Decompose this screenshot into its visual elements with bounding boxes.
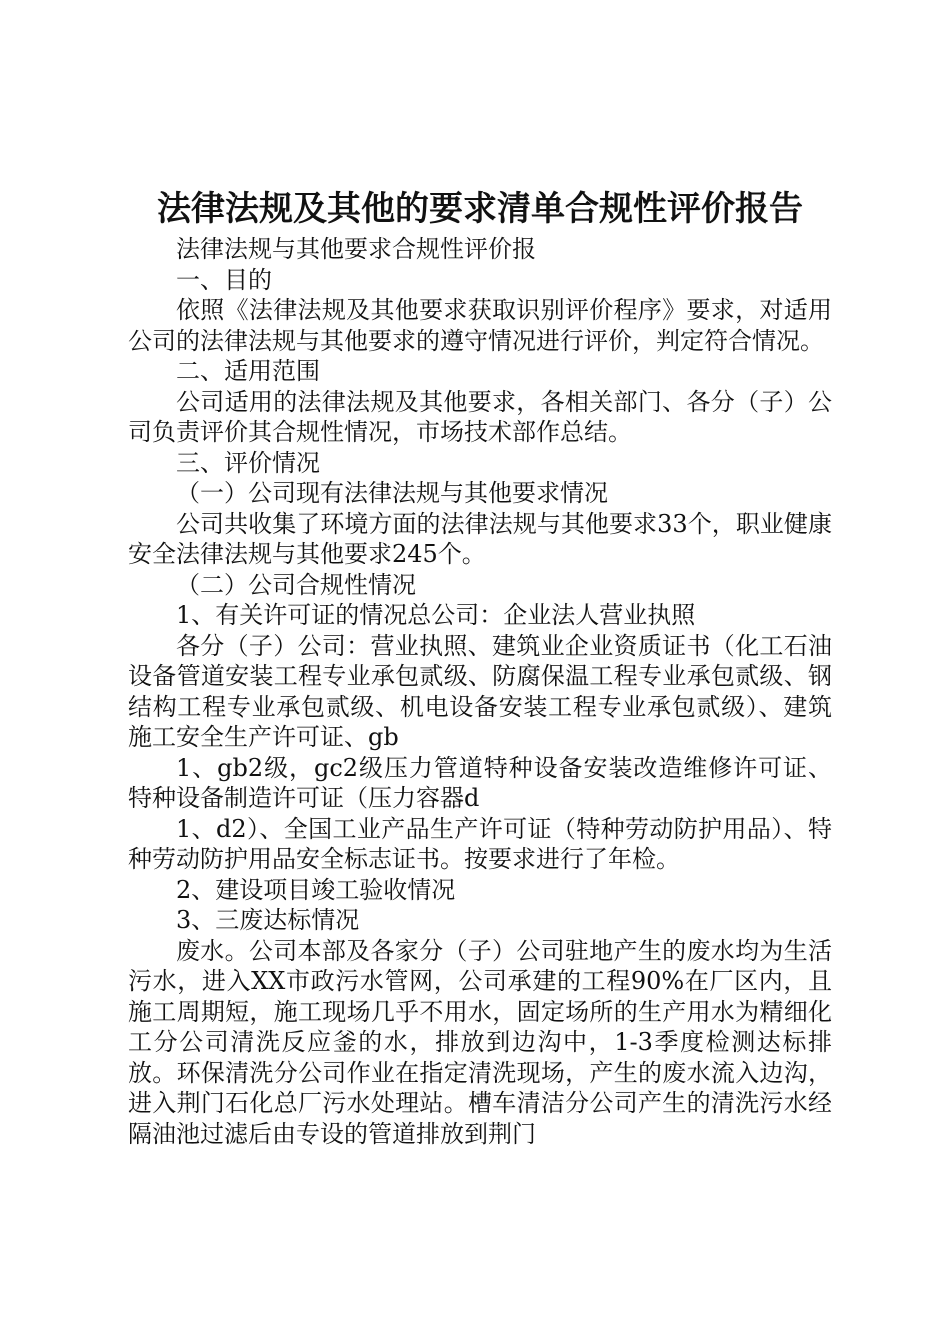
paragraph-wastewater: 废水。公司本部及各家分（子）公司驻地产生的废水均为生活污水，进入XX市政污水管网，公司承建的工程90%在厂区内，且施工周期短，施工现场几乎不用水，固定场所的生产用水为精细化工分公司清洗反应釜的水，排放到边沟中，1-3季度检测达标排放。环保清洗分公司作业在指定清洗现场，产生的废水流入边沟，进入荆门石化总厂污水处理站。槽车清洁分公司产生的清洗污水经隔油池过滤后由专设的管道排放到荆门 [128,936,832,1148]
paragraph-licenses-hq: 1、有关许可证的情况总公司：企业法人营业执照 [176,601,696,629]
subsection-heading-compliance: （二）公司合规性情况 [176,570,416,599]
section-heading-evaluation: 三、评价情况 [176,448,320,477]
paragraph-licenses-d2: 1、d2）、全国工业产品生产许可证（特种劳动防护用品）、特种劳动防护用品安全标志证书。按要求进行了年检。 [128,814,832,873]
paragraph-licenses-branches: 各分（子）公司：营业执照、建筑业企业资质证书（化工石油设备管道安装工程专业承包贰级、防腐保温工程专业承包贰级、钢结构工程专业承包贰级、机电设备安装工程专业承包贰级）、建筑施工安全生产许可证、gb [128,631,832,751]
paragraph-licenses-gb: 1、gb2级，gc2级压力管道特种设备安装改造维修许可证、特种设备制造许可证（压力容器d [128,753,832,812]
subsection-heading-existing: （一）公司现有法律法规与其他要求情况 [176,479,608,507]
section-heading-purpose: 一、目的 [176,265,272,294]
paragraph-existing: 公司共收集了环境方面的法律法规与其他要求33个，职业健康安全法律法规与其他要求245个。 [128,509,832,568]
paragraph-three-wastes: 3、三废达标情况 [176,906,360,934]
paragraph-subtitle: 法律法规与其他要求合规性评价报 [176,235,536,263]
paragraph-acceptance: 2、建设项目竣工验收情况 [176,875,456,904]
paragraph-scope: 公司适用的法律法规及其他要求，各相关部门、各分（子）公司负责评价其合规性情况，市场技术部作总结。 [128,387,832,446]
section-heading-scope: 二、适用范围 [176,357,320,385]
document-title: 法律法规及其他的要求清单合规性评价报告 [157,189,803,229]
document-page [128,184,832,1149]
paragraph-purpose: 依照《法律法规及其他要求获取识别评价程序》要求，对适用公司的法律法规与其他要求的遵守情况进行评价，判定符合情况。 [128,296,832,355]
